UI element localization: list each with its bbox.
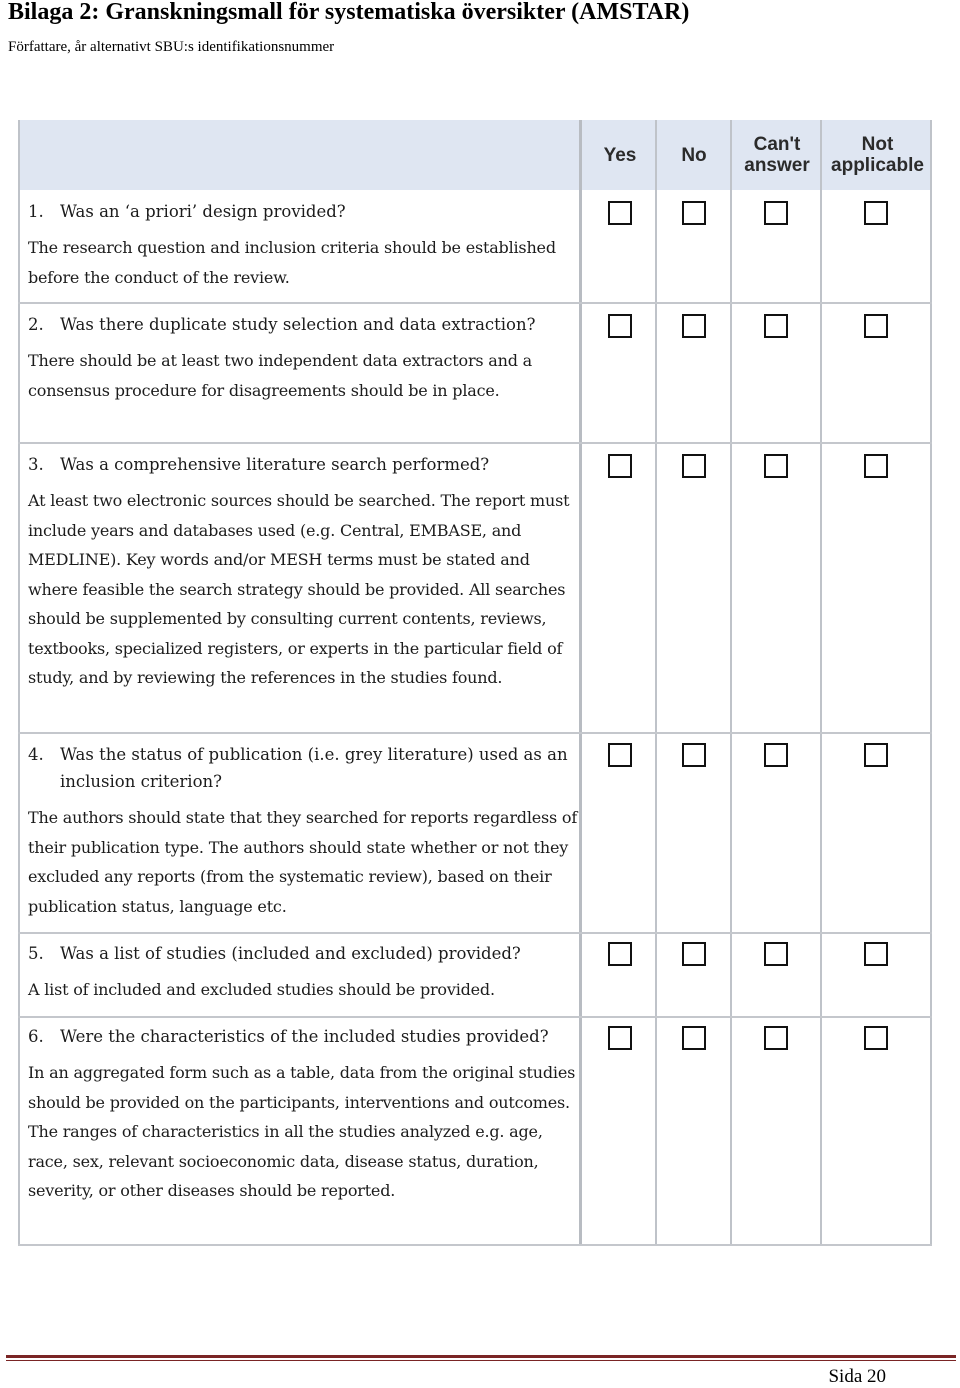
question-1: [28, 198, 578, 292]
row-divider: [18, 302, 932, 304]
q6-cant-answer-checkbox[interactable]: [764, 1026, 788, 1050]
question-number: 1.: [28, 202, 44, 221]
q1-not-applicable-checkbox[interactable]: [864, 201, 888, 225]
q6-no-checkbox[interactable]: [682, 1026, 706, 1050]
question-text: Was a list of studies (included and excluded) provided?: [60, 944, 521, 963]
column-divider: [730, 120, 732, 1246]
q6-not-applicable-checkbox[interactable]: [864, 1026, 888, 1050]
question-number: 3.: [28, 455, 44, 474]
q5-not-applicable-checkbox[interactable]: [864, 942, 888, 966]
q5-yes-checkbox[interactable]: [608, 942, 632, 966]
amstar-form: [18, 120, 932, 1246]
document-title: Bilaga 2: Granskningsmall för systematiska översikter (AMSTAR): [8, 0, 690, 25]
q3-cant-answer-checkbox[interactable]: [764, 454, 788, 478]
footer-rule: [6, 1355, 956, 1358]
q3-no-checkbox[interactable]: [682, 454, 706, 478]
page-number: Sida 20: [828, 1366, 886, 1387]
q1-cant-answer-checkbox[interactable]: [764, 201, 788, 225]
question-5: [28, 940, 578, 1005]
q4-cant-answer-checkbox[interactable]: [764, 743, 788, 767]
q5-cant-answer-checkbox[interactable]: [764, 942, 788, 966]
q2-not-applicable-checkbox[interactable]: [864, 314, 888, 338]
question-number: 6.: [28, 1027, 44, 1046]
question-number: 2.: [28, 315, 44, 334]
q4-not-applicable-checkbox[interactable]: [864, 743, 888, 767]
q2-no-checkbox[interactable]: [682, 314, 706, 338]
question-text: Was there duplicate study selection and data extraction?: [60, 315, 536, 334]
q2-cant-answer-checkbox[interactable]: [764, 314, 788, 338]
question-6: [28, 1023, 578, 1206]
q4-no-checkbox[interactable]: [682, 743, 706, 767]
document-subtitle: Författare, år alternativt SBU:s identifikationsnummer: [8, 39, 335, 55]
q5-no-checkbox[interactable]: [682, 942, 706, 966]
column-header-cant-answer: Can't answer: [744, 134, 810, 176]
question-text: Were the characteristics of the included studies provided?: [60, 1027, 549, 1046]
question-3: [28, 451, 578, 693]
q1-yes-checkbox[interactable]: [608, 201, 632, 225]
row-divider: [18, 732, 932, 734]
q3-not-applicable-checkbox[interactable]: [864, 454, 888, 478]
row-divider: [18, 1016, 932, 1018]
question-text: Was an ‘a priori’ design provided?: [60, 202, 346, 221]
question-description: At least two electronic sources should be searched. The report must include years and databases used (e.g. Central, EMBASE, and MEDLINE). Key words and/or MESH terms must be stated and where feasible the search strategy should be provided. All searches should be supplemented by consulting current contents, reviews, textbooks, specialized registers, or experts in the particular field of study, and by reviewing the references in the studies found.: [28, 491, 570, 687]
q1-no-checkbox[interactable]: [682, 201, 706, 225]
question-description: The research question and inclusion criteria should be established before the conduct of the review.: [28, 238, 556, 287]
q4-yes-checkbox[interactable]: [608, 743, 632, 767]
column-divider: [930, 120, 932, 1246]
question-description: There should be at least two independent data extractors and a consensus procedure for disagreements should be in place.: [28, 351, 532, 400]
row-divider: [18, 932, 932, 934]
row-divider: [18, 1244, 932, 1246]
q6-yes-checkbox[interactable]: [608, 1026, 632, 1050]
footer-rule: [6, 1360, 956, 1361]
column-divider: [655, 120, 657, 1246]
row-divider: [18, 442, 932, 444]
question-number: 4.: [28, 745, 44, 764]
column-divider: [579, 120, 582, 1246]
question-2: [28, 311, 578, 405]
question-description: The authors should state that they searched for reports regardless of their publication type. The authors should state whether or not they excluded any reports (from the systematic review), based on their publication status, language etc.: [28, 808, 578, 916]
question-description: In an aggregated form such as a table, data from the original studies should be provided on the participants, interventions and outcomes. The ranges of characteristics in all the studies analyzed e.g. age, race, sex, relevant socioeconomic data, disease status, duration, severity, or other diseases should be reported.: [28, 1063, 576, 1200]
question-number: 5.: [28, 944, 44, 963]
column-divider: [820, 120, 822, 1246]
question-text: Was a comprehensive literature search performed?: [60, 455, 490, 474]
q2-yes-checkbox[interactable]: [608, 314, 632, 338]
column-header-no: No: [681, 144, 707, 166]
q3-yes-checkbox[interactable]: [608, 454, 632, 478]
column-header-yes: Yes: [603, 144, 637, 166]
column-header-not-applicable: Not applicable: [831, 134, 924, 176]
question-4: [28, 741, 578, 921]
question-text: Was the status of publication (i.e. grey literature) used as an inclusion criterion?: [60, 745, 568, 791]
question-description: A list of included and excluded studies should be provided.: [28, 980, 495, 999]
column-divider: [18, 120, 20, 1246]
